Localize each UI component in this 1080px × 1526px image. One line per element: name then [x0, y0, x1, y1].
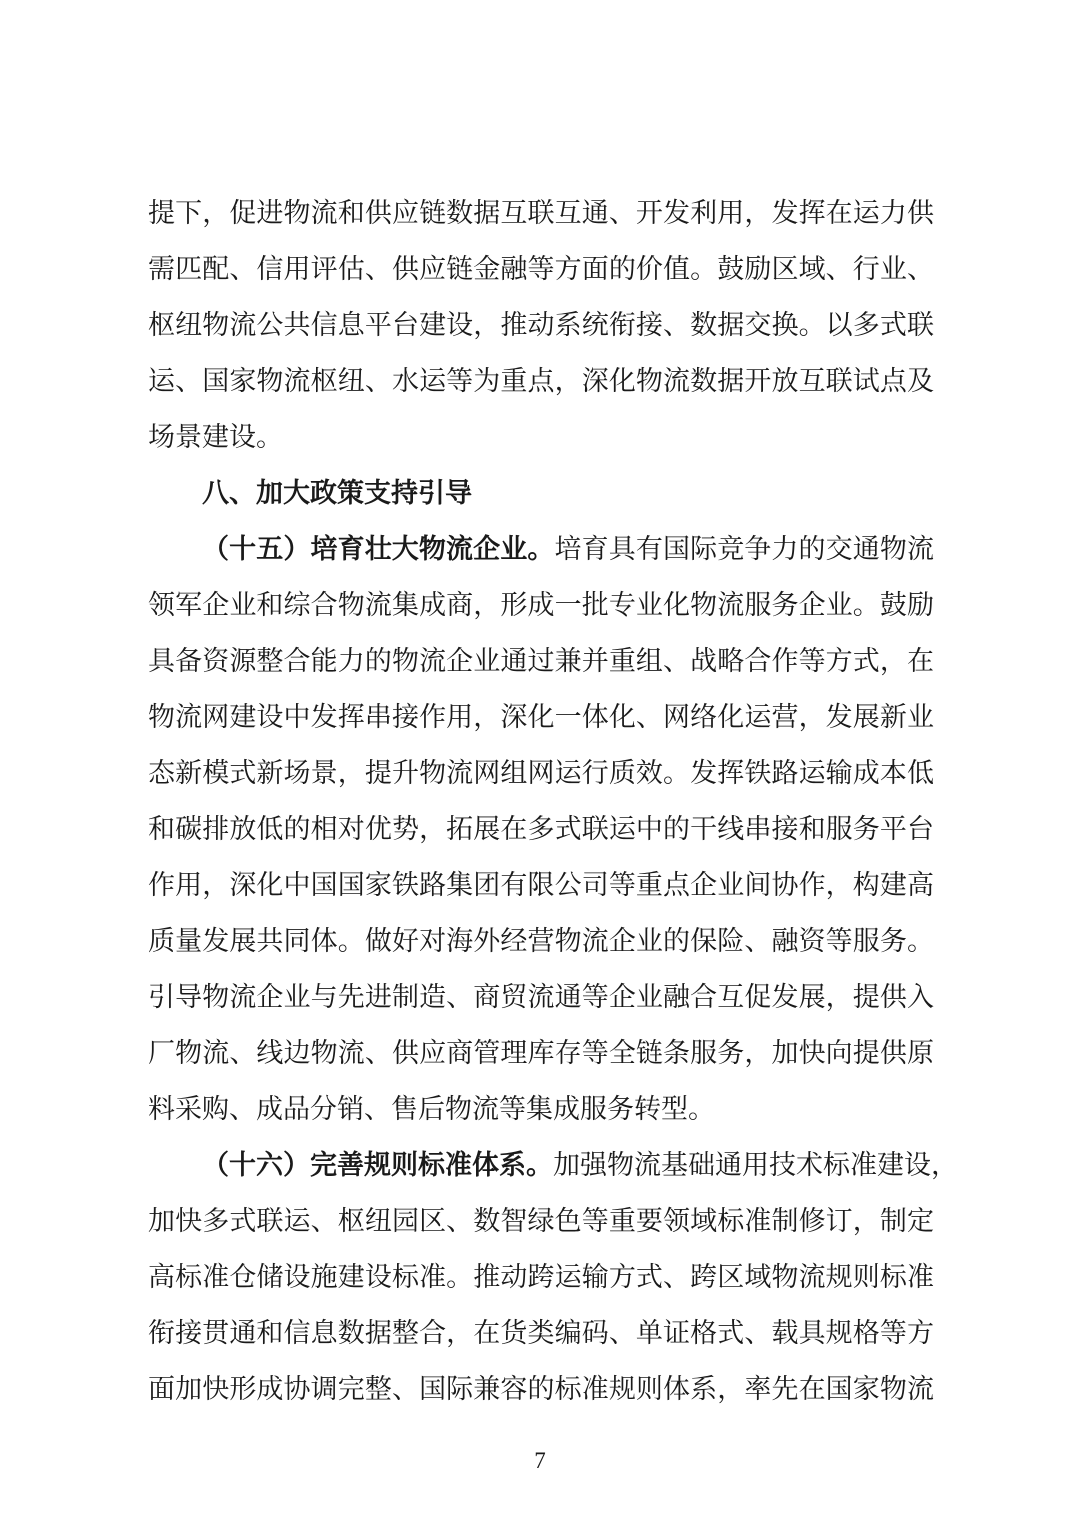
text-line: 质量发展共同体。做好对海外经营物流企业的保险、融资等服务。	[148, 926, 934, 957]
item-16-first-line	[148, 1138, 958, 1194]
item-15-first-line	[148, 522, 934, 578]
text-line: 衔接贯通和信息数据整合，在货类编码、单证格式、载具规格等方	[148, 1318, 934, 1349]
text-line: 场景建设。	[148, 422, 283, 453]
text-line: 引导物流企业与先进制造、商贸流通等企业融合互促发展，提供入	[148, 982, 934, 1013]
item-15-first-line-text: 培育具有国际竞争力的交通物流	[554, 534, 934, 565]
text-line: 料采购、成品分销、售后物流等集成服务转型。	[148, 1094, 715, 1125]
text-line: 作用，深化中国国家铁路集团有限公司等重点企业间协作，构建高	[148, 870, 934, 901]
text-line: 厂物流、线边物流、供应商管理库存等全链条服务，加快向提供原	[148, 1038, 934, 1069]
item-16-first-line-text: 加强物流基础通用技术标准建设，	[553, 1150, 958, 1181]
text-line: 面加快形成协调完整、国际兼容的标准规则体系，率先在国家物流	[148, 1374, 934, 1405]
document-body	[148, 186, 958, 1418]
text-line: 提下，促进物流和供应链数据互联互通、开发利用，发挥在运力供	[148, 198, 934, 229]
text-line: 枢纽物流公共信息平台建设，推动系统衔接、数据交换。以多式联	[148, 310, 934, 341]
text-line: 物流网建设中发挥串接作用，深化一体化、网络化运营，发展新业	[148, 702, 934, 733]
text-line: 运、国家物流枢纽、水运等为重点，深化物流数据开放互联试点及	[148, 366, 934, 397]
text-line: 和碳排放低的相对优势，拓展在多式联运中的干线串接和服务平台	[148, 814, 934, 845]
item-15-title: （十五）培育壮大物流企业。	[202, 534, 555, 565]
text-line: 需匹配、信用评估、供应链金融等方面的价值。鼓励区域、行业、	[148, 254, 934, 285]
item-16-title: （十六）完善规则标准体系。	[202, 1150, 553, 1181]
text-line: 态新模式新场景，提升物流网组网运行质效。发挥铁路运输成本低	[148, 758, 934, 789]
text-line: 领军企业和综合物流集成商，形成一批专业化物流服务企业。鼓励	[148, 590, 934, 621]
text-line: 高标准仓储设施建设标准。推动跨运输方式、跨区域物流规则标准	[148, 1262, 934, 1293]
text-line: 加快多式联运、枢纽园区、数智绿色等重要领域标准制修订，制定	[148, 1206, 934, 1237]
section-heading: 八、加大政策支持引导	[202, 478, 472, 509]
text-line: 具备资源整合能力的物流企业通过兼并重组、战略合作等方式，在	[148, 646, 934, 677]
page-number: 7	[534, 1448, 546, 1473]
